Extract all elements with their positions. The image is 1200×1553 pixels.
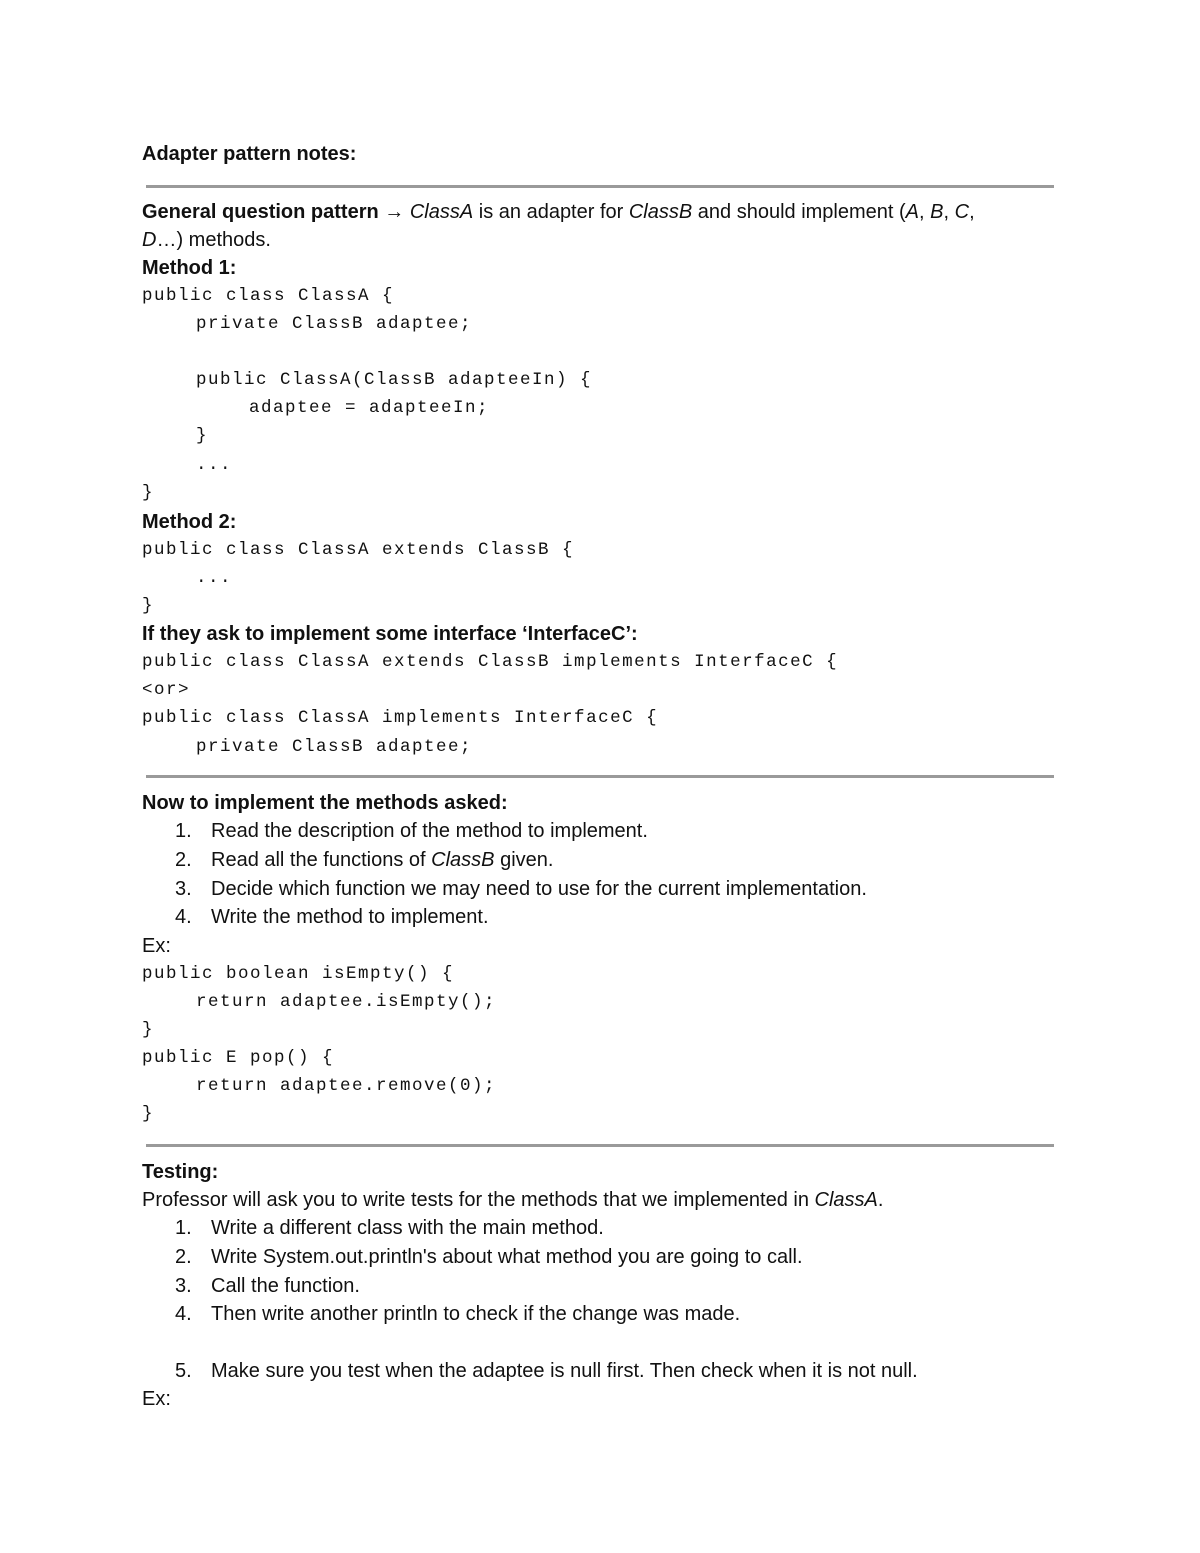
general-text: ,: [919, 201, 925, 223]
list-item: [175, 903, 489, 931]
arrow-symbol: →: [384, 201, 405, 223]
code-line: public class ClassA extends ClassB {: [142, 540, 575, 560]
list-text: Write a different class with the main method.: [211, 1217, 604, 1239]
code-line: <or>: [142, 680, 191, 700]
list-item: [175, 1300, 740, 1328]
testing-intro-text: .: [877, 1189, 884, 1211]
code-line: public class ClassA implements InterfaceC {: [142, 708, 659, 728]
code-line: }: [196, 426, 209, 446]
list-item: [175, 1272, 360, 1300]
list-number: 2.: [175, 849, 192, 871]
code-line: }: [142, 483, 155, 503]
code-line: private ClassB adaptee;: [196, 737, 473, 757]
list-number: 2.: [175, 1246, 192, 1268]
list-number: 5.: [175, 1360, 192, 1382]
list-text: Decide which function we may need to use for the current implementation.: [211, 878, 867, 900]
general-text: ,: [943, 201, 950, 223]
list-item: [175, 1357, 918, 1385]
method1-heading: Method 1:: [142, 257, 237, 279]
list-text: Make sure you test when the adaptee is null first. Then check when it is not null.: [211, 1360, 918, 1382]
method2-heading: Method 2:: [142, 511, 237, 533]
code-line: public ClassA(ClassB adapteeIn) {: [196, 370, 593, 390]
class-b-name: ClassB: [628, 201, 693, 223]
code-line: adaptee = adapteeIn;: [249, 398, 490, 418]
page-title: Adapter pattern notes:: [142, 143, 357, 165]
list-number: 4.: [175, 906, 192, 928]
testing-intro: [142, 1186, 883, 1214]
method-letter: C: [954, 201, 970, 223]
general-text: ,: [969, 201, 975, 223]
general-pattern-line: [142, 198, 975, 226]
list-item: [175, 817, 648, 845]
code-line: ...: [196, 455, 233, 475]
class-a-name: ClassA: [814, 1189, 878, 1211]
general-text: is an adapter for: [478, 201, 624, 223]
code-line: private ClassB adaptee;: [196, 314, 473, 334]
example-label: Ex:: [142, 1388, 171, 1410]
implement-heading: Now to implement the methods asked:: [142, 792, 508, 814]
general-text: and should implement (: [697, 201, 906, 223]
general-text: …) methods.: [156, 229, 271, 251]
code-line: return adaptee.remove(0);: [196, 1076, 497, 1096]
testing-intro-text: Professor will ask you to write tests for the methods that we implemented in: [142, 1189, 809, 1211]
method-letter: A: [905, 201, 920, 223]
class-b-name: ClassB: [431, 849, 495, 871]
code-line: public E pop() {: [142, 1048, 335, 1068]
general-pattern-line-2: [142, 226, 271, 254]
list-item: [175, 875, 867, 903]
method-letter: D: [142, 229, 157, 251]
list-text: Read the description of the method to implement.: [211, 820, 648, 842]
code-line: public class ClassA extends ClassB implements InterfaceC {: [142, 652, 839, 672]
example-label: Ex:: [142, 935, 171, 957]
code-line: ...: [196, 568, 233, 588]
list-number: 1.: [175, 1217, 192, 1239]
code-line: public class ClassA {: [142, 286, 395, 306]
list-number: 3.: [175, 1275, 192, 1297]
code-line: }: [142, 1020, 155, 1040]
list-text: Read all the functions of: [211, 849, 426, 871]
code-line: }: [142, 1104, 155, 1124]
interface-heading: If they ask to implement some interface ‘InterfaceC’:: [142, 623, 638, 645]
list-number: 4.: [175, 1303, 192, 1325]
list-text: given.: [500, 849, 554, 871]
list-item: [175, 1243, 803, 1271]
class-a-name: ClassA: [409, 201, 474, 223]
code-line: public boolean isEmpty() {: [142, 964, 455, 984]
divider: [146, 185, 1054, 188]
list-text: Write the method to implement.: [211, 906, 489, 928]
list-number: 3.: [175, 878, 192, 900]
general-pattern-heading: General question pattern: [142, 201, 379, 223]
list-text: Call the function.: [211, 1275, 360, 1297]
list-number: 1.: [175, 820, 192, 842]
code-line: return adaptee.isEmpty();: [196, 992, 497, 1012]
code-line: }: [142, 596, 155, 616]
divider: [146, 775, 1054, 778]
method-letter: B: [930, 201, 944, 223]
list-item: [175, 846, 553, 874]
divider: [146, 1144, 1054, 1147]
list-item: [175, 1214, 604, 1242]
list-text: Write System.out.println's about what method you are going to call.: [211, 1246, 803, 1268]
list-text: Then write another println to check if the change was made.: [211, 1303, 741, 1325]
testing-heading: Testing:: [142, 1161, 219, 1183]
